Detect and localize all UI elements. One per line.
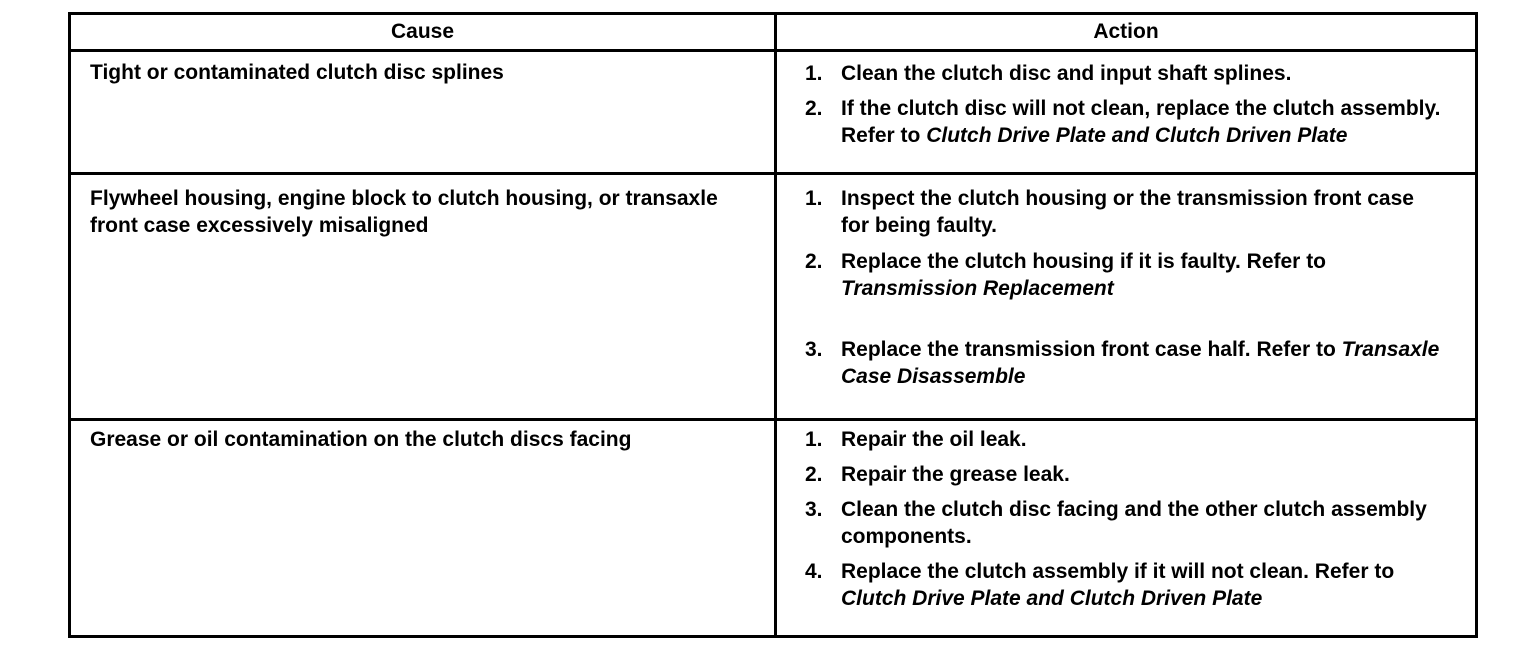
action-number: 3. xyxy=(805,338,823,361)
action-text: Clean the clutch disc and input shaft splines. xyxy=(841,62,1292,85)
action-text: Repair the grease leak. xyxy=(841,463,1070,486)
action-text: Replace the transmission front case half. Refer to Transaxle Case Disassemble xyxy=(841,338,1440,388)
row-2-action-3 xyxy=(805,336,1445,390)
row-1-action-1 xyxy=(805,60,1445,87)
row-2-cause: Flywheel housing, engine block to clutch housing, or transaxle front case excessively misaligned xyxy=(90,187,718,237)
action-number: 2. xyxy=(805,97,823,120)
row-3-action-4 xyxy=(805,558,1445,612)
row-2-action-1 xyxy=(805,185,1445,239)
action-number: 2. xyxy=(805,463,823,486)
action-text: Replace the clutch housing if it is faulty. Refer to Transmission Replacement xyxy=(841,250,1327,300)
row-divider xyxy=(71,418,1475,421)
diagnostic-table xyxy=(68,12,1478,638)
row-3-action-2 xyxy=(805,461,1445,488)
header-cause: Cause xyxy=(390,20,455,43)
header-divider xyxy=(71,49,1475,52)
action-number: 2. xyxy=(805,250,823,273)
row-3-cause: Grease or oil contamination on the clutch discs facing xyxy=(90,428,632,451)
action-text: Repair the oil leak. xyxy=(841,428,1027,451)
row-2-action-2 xyxy=(805,248,1445,302)
row-1-action-2 xyxy=(805,95,1445,149)
action-reference: Clutch Drive Plate and Clutch Driven Plate xyxy=(841,587,1263,610)
action-number: 1. xyxy=(805,62,823,85)
row-3-action-3 xyxy=(805,496,1445,550)
action-reference: Clutch Drive Plate and Clutch Driven Plate xyxy=(926,124,1348,147)
action-number: 1. xyxy=(805,187,823,210)
row-divider xyxy=(71,172,1475,175)
action-text: Replace the clutch assembly if it will not clean. Refer to Clutch Drive Plate and Clutch Driven Plate xyxy=(841,560,1395,610)
action-number: 3. xyxy=(805,498,823,521)
row-3-action-1 xyxy=(805,426,1445,453)
action-reference: Transaxle Case Disassemble xyxy=(841,338,1440,388)
action-number: 1. xyxy=(805,428,823,451)
action-reference: Transmission Replacement xyxy=(841,277,1114,300)
action-number: 4. xyxy=(805,560,823,583)
action-text: Clean the clutch disc facing and the other clutch assembly components. xyxy=(841,498,1427,548)
action-text: If the clutch disc will not clean, replace the clutch assembly. Refer to Clutch Drive Plate and Clutch Driven Plate xyxy=(841,97,1441,147)
header-action: Action xyxy=(1093,20,1159,43)
action-text: Inspect the clutch housing or the transmission front case for being faulty. xyxy=(841,187,1414,237)
column-divider xyxy=(774,15,777,635)
row-1-cause: Tight or contaminated clutch disc splines xyxy=(90,61,504,84)
